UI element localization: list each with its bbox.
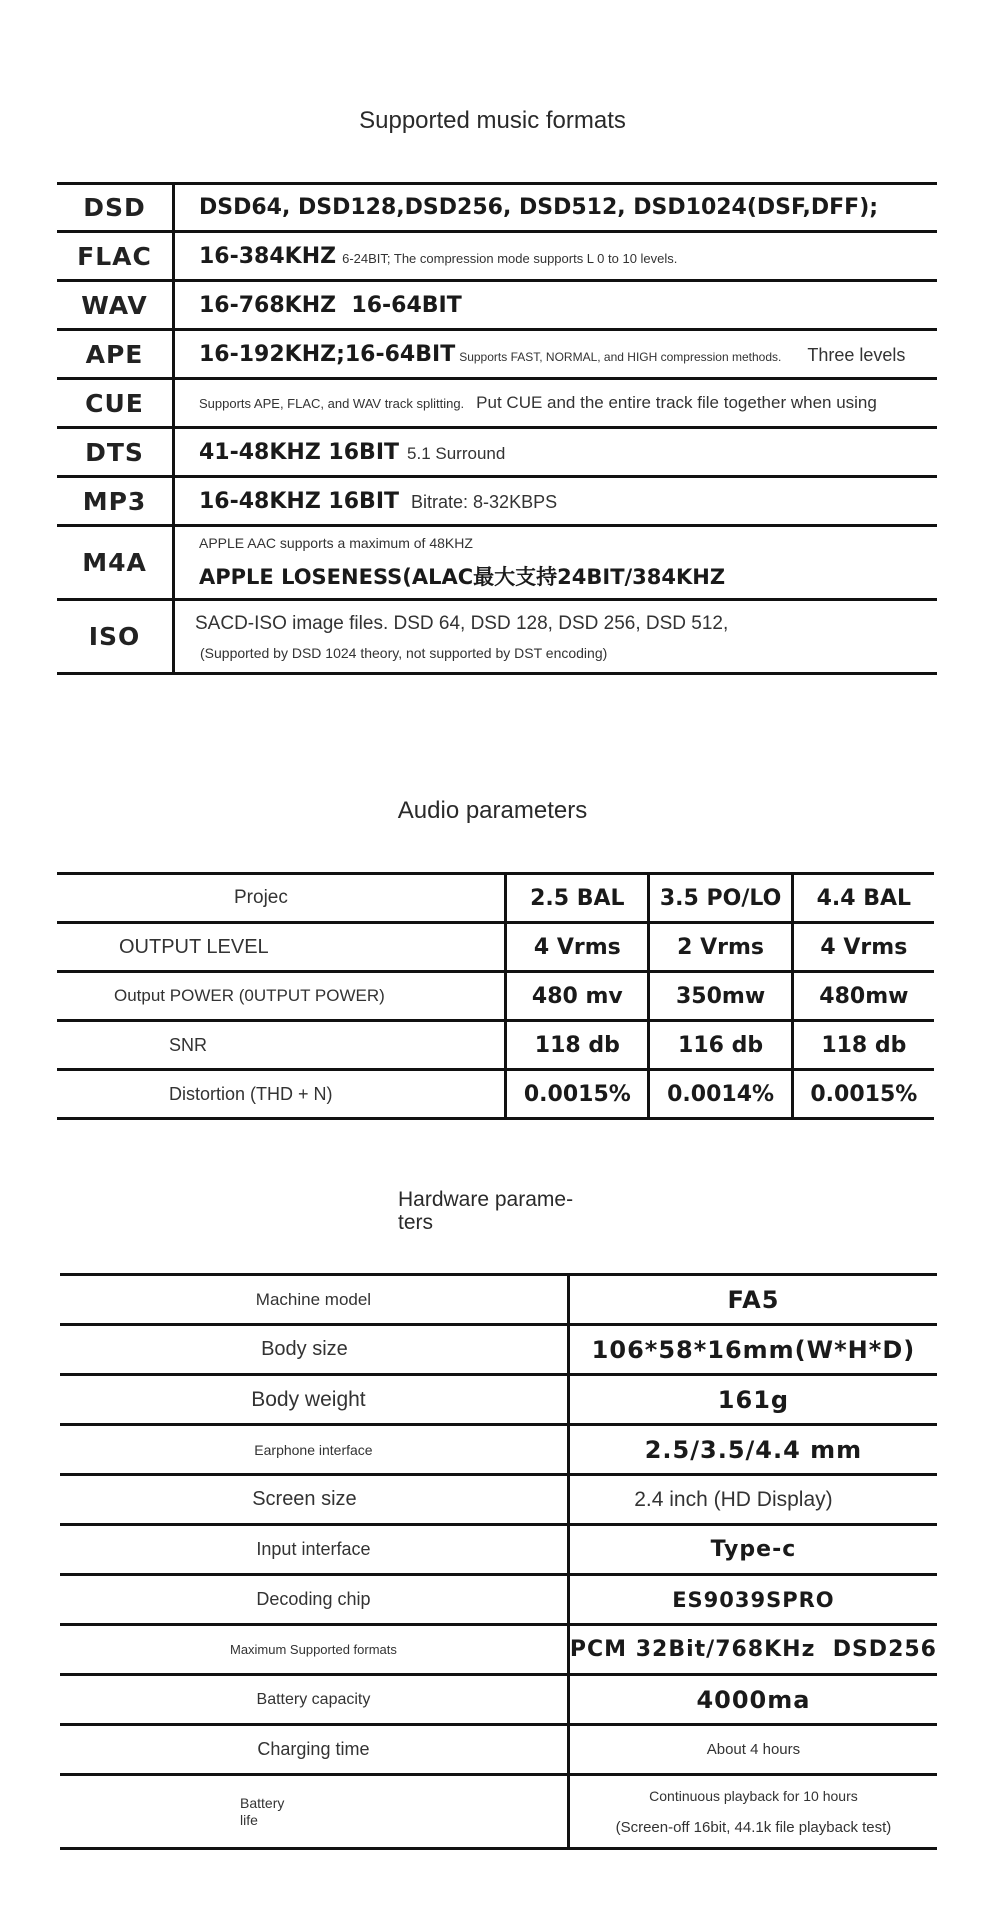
audio-cell: 118 db bbox=[821, 1032, 907, 1058]
format-main: 16-768KHZ 16-64BIT bbox=[199, 292, 462, 318]
hardware-label: Body size bbox=[60, 1325, 568, 1375]
format-key: FLAC bbox=[57, 232, 174, 281]
audio-row-label: SNR bbox=[57, 1021, 506, 1070]
format-main: DSD64, DSD128,DSD256, DSD512, DSD1024(DSF,DFF); bbox=[199, 195, 879, 220]
format-key: DTS bbox=[57, 428, 174, 477]
audio-cell: 0.0014% bbox=[649, 1070, 792, 1119]
audio-row-label: OUTPUT LEVEL bbox=[57, 923, 506, 972]
audio-cell: 0.0015% bbox=[506, 1070, 649, 1119]
format-main: SACD-ISO image files. DSD 64, DSD 128, DSD 256, DSD 512, bbox=[195, 612, 729, 634]
table-row bbox=[57, 600, 937, 674]
audio-cell: 2 Vrms bbox=[649, 923, 792, 972]
format-extra: Put CUE and the entire track file together when using bbox=[476, 393, 877, 412]
table-row bbox=[57, 428, 937, 477]
audio-cell: 118 db bbox=[506, 1021, 649, 1070]
audio-cell: 116 db bbox=[649, 1021, 792, 1070]
format-value bbox=[174, 184, 938, 232]
table-row bbox=[57, 330, 937, 379]
table-row bbox=[57, 379, 937, 428]
format-value bbox=[174, 428, 938, 477]
audio-cell: 480 mv bbox=[506, 972, 649, 1021]
format-value bbox=[174, 232, 938, 281]
battery-life-label: Battery life bbox=[240, 1794, 285, 1828]
hardware-label: Earphone interface bbox=[60, 1425, 568, 1475]
audio-cell: 4 Vrms bbox=[506, 923, 649, 972]
format-key: APE bbox=[57, 330, 174, 379]
format-key: MP3 bbox=[57, 477, 174, 526]
hardware-value: 2.5/3.5/4.4 mm bbox=[644, 1435, 863, 1464]
audio-table bbox=[57, 872, 934, 1120]
format-main: 16-48KHZ 16BIT bbox=[199, 488, 400, 514]
hardware-value: 2.4 inch (HD Display) bbox=[634, 1487, 833, 1511]
format-main: 16-384KHZ bbox=[199, 243, 337, 269]
format-note: Supports APE, FLAC, and WAV track splitting. bbox=[199, 396, 465, 411]
format-key: M4A bbox=[57, 526, 174, 600]
table-row bbox=[60, 1425, 937, 1475]
hardware-value: FA5 bbox=[727, 1285, 780, 1314]
format-value bbox=[174, 330, 938, 379]
hardware-label: Maximum Supported formats bbox=[60, 1625, 568, 1675]
table-header-row bbox=[57, 874, 934, 923]
audio-row-label: Output POWER (0UTPUT POWER) bbox=[57, 972, 506, 1021]
format-key: CUE bbox=[57, 379, 174, 428]
hardware-table bbox=[60, 1273, 937, 1850]
audio-header-col: 4.4 BAL bbox=[816, 885, 912, 911]
battery-life-line: Continuous playback for 10 hours bbox=[649, 1787, 858, 1804]
audio-cell: 350mw bbox=[649, 972, 792, 1021]
hardware-label: Screen size bbox=[60, 1475, 568, 1525]
format-key: ISO bbox=[57, 600, 174, 674]
hardware-section-title: Hardware parame-ters bbox=[398, 1188, 574, 1234]
audio-header-label: Projec bbox=[57, 874, 506, 923]
hardware-label: Input interface bbox=[60, 1525, 568, 1575]
audio-cell: 0.0015% bbox=[810, 1081, 918, 1107]
format-main: 16-192KHZ;16-64BIT bbox=[199, 341, 456, 367]
table-row bbox=[60, 1675, 937, 1725]
hardware-label: Charging time bbox=[60, 1725, 568, 1775]
table-row bbox=[60, 1525, 937, 1575]
table-row bbox=[60, 1275, 937, 1325]
format-note: Supports FAST, NORMAL, and HIGH compression methods. bbox=[459, 349, 782, 364]
audio-header-col: 3.5 PO/LO bbox=[649, 874, 792, 923]
audio-header-col: 2.5 BAL bbox=[506, 874, 649, 923]
hardware-value: 106*58*16mm(W*H*D) bbox=[591, 1335, 916, 1364]
hardware-value: 161g bbox=[717, 1385, 790, 1414]
formats-table bbox=[57, 182, 937, 675]
table-row bbox=[57, 1070, 934, 1119]
table-row bbox=[57, 526, 937, 600]
hardware-label: Body weight bbox=[60, 1375, 568, 1425]
hardware-value: About 4 hours bbox=[706, 1741, 801, 1758]
table-row bbox=[57, 232, 937, 281]
format-key: DSD bbox=[57, 184, 174, 232]
table-row bbox=[60, 1475, 937, 1525]
format-main: APPLE LOSENESS(ALAC最大支持24BIT/384KHZ bbox=[199, 564, 726, 589]
table-row bbox=[60, 1775, 937, 1849]
hardware-value: Type-c bbox=[710, 1537, 797, 1562]
table-row bbox=[57, 184, 937, 232]
table-row bbox=[57, 972, 934, 1021]
audio-cell: 4 Vrms bbox=[820, 934, 908, 960]
table-row bbox=[60, 1375, 937, 1425]
format-value bbox=[174, 281, 938, 330]
format-note: APPLE AAC supports a maximum of 48KHZ bbox=[199, 534, 473, 551]
formats-section-title: Supported music formats bbox=[359, 107, 626, 134]
format-value bbox=[174, 600, 938, 674]
hardware-value bbox=[568, 1775, 937, 1849]
format-note: 6-24BIT; The compression mode supports L 0 to 10 levels. bbox=[342, 250, 678, 266]
hardware-value: PCM 32Bit/768KHz DSD256 bbox=[569, 1637, 937, 1662]
format-value bbox=[174, 477, 938, 526]
battery-life-line: (Screen-off 16bit, 44.1k file playback test) bbox=[615, 1818, 892, 1836]
hardware-label: Machine model bbox=[60, 1275, 568, 1325]
format-value bbox=[174, 379, 938, 428]
format-note: (Supported by DSD 1024 theory, not supported by DST encoding) bbox=[200, 644, 608, 661]
table-row bbox=[57, 477, 937, 526]
format-extra: Three levels bbox=[807, 344, 906, 365]
hardware-label bbox=[60, 1775, 568, 1849]
format-key: WAV bbox=[57, 281, 174, 330]
audio-cell: 480mw bbox=[819, 983, 909, 1009]
hardware-value: 4000ma bbox=[696, 1685, 811, 1714]
table-row bbox=[57, 1021, 934, 1070]
table-row bbox=[60, 1725, 937, 1775]
format-note: Bitrate: 8-32KBPS bbox=[411, 491, 558, 512]
format-note: 5.1 Surround bbox=[407, 443, 506, 463]
hardware-label: Battery capacity bbox=[60, 1675, 568, 1725]
table-row bbox=[60, 1575, 937, 1625]
hardware-label: Decoding chip bbox=[60, 1575, 568, 1625]
audio-section-title: Audio parameters bbox=[397, 797, 588, 824]
format-main: 41-48KHZ 16BIT bbox=[199, 439, 400, 465]
table-row bbox=[60, 1325, 937, 1375]
table-row bbox=[60, 1625, 937, 1675]
format-value bbox=[174, 526, 938, 600]
hardware-value: ES9039SPRO bbox=[672, 1587, 835, 1612]
table-row bbox=[57, 281, 937, 330]
table-row bbox=[57, 923, 934, 972]
audio-row-label: Distortion (THD + N) bbox=[57, 1070, 506, 1119]
